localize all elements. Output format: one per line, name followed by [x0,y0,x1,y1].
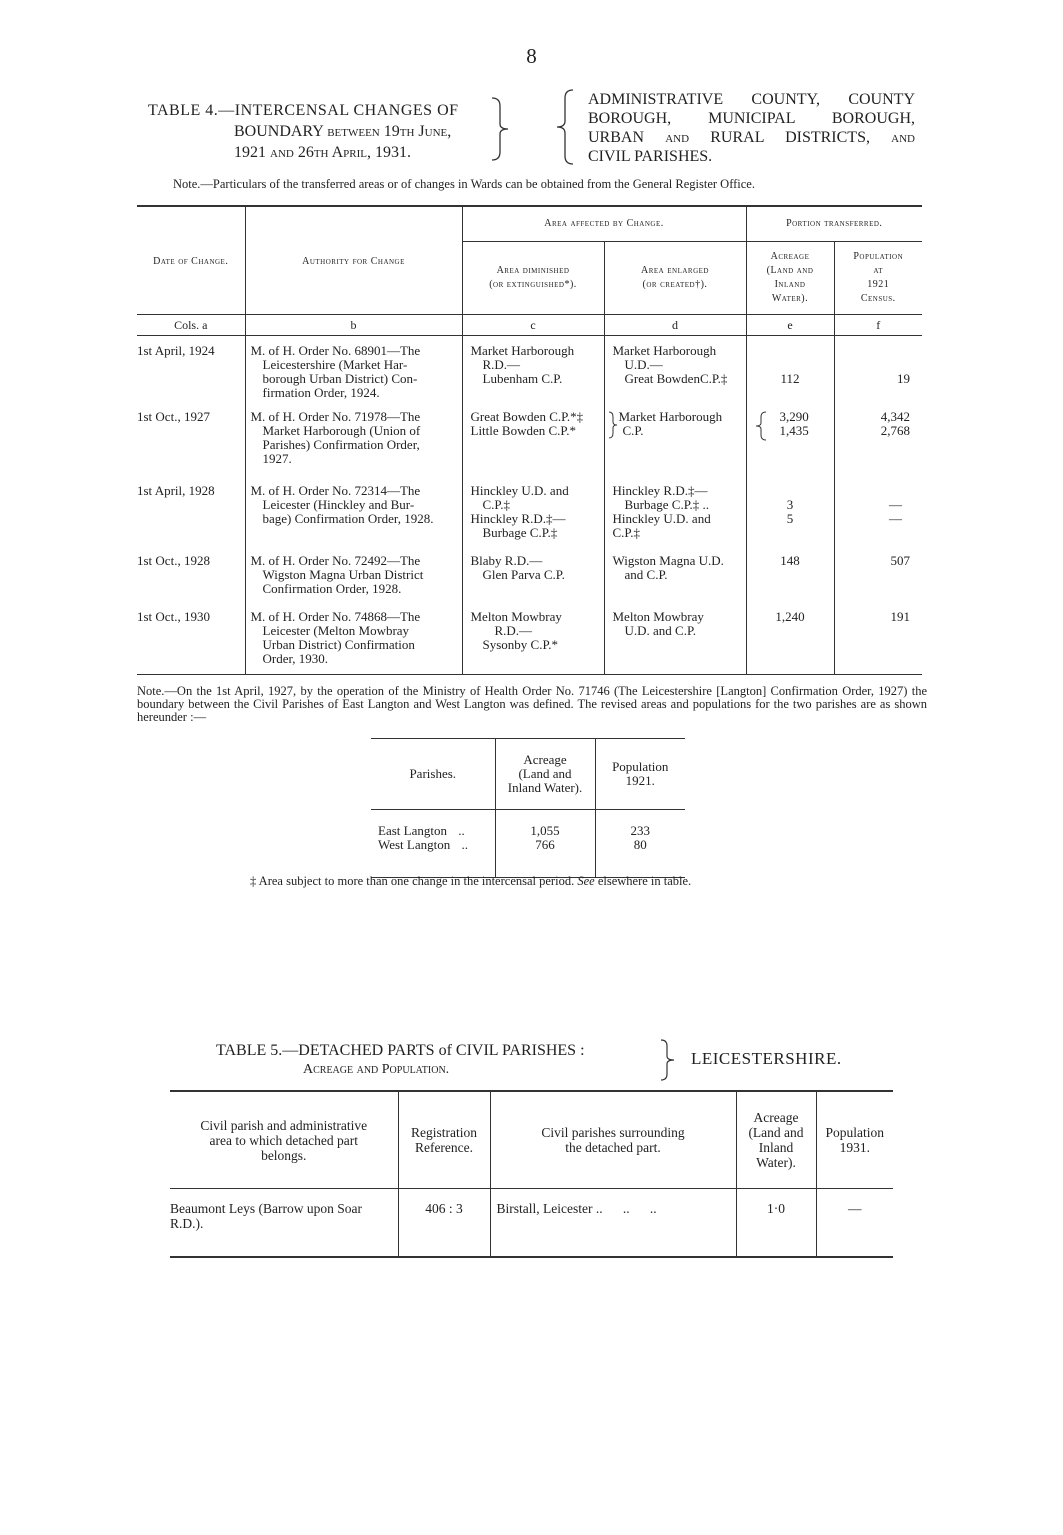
langton-header-acreage [495,739,595,810]
row3-authority-l2: Leicester (Hinckley and Bur- [262,497,415,512]
row3-acreage-l2: 5 [786,511,794,526]
t5-header-civil-l2: area to which detached part [209,1132,358,1148]
t5-row-civil-l1: Beaumont Leys (Barrow upon Soar [170,1201,362,1216]
row1-enlarged-l3: Great BowdenC.P.‡ [624,371,728,386]
table4-region-line4: CIVIL PARISHES. [588,148,713,165]
t5-header-acr-l2: (Land and [748,1125,804,1140]
row2-population-l2: 2,768 [880,423,910,438]
row1-diminished-l3: Lubenham C.P. [482,371,563,386]
langton-east-name: East Langton [378,823,447,838]
langton-west-acreage: 766 [535,837,555,852]
row3-enlarged-l4: C.P.‡ [612,525,640,540]
row1-diminished [462,336,604,405]
row3-date: 1st April, 1928 [137,478,245,548]
langton-header-population-l1: Population [612,759,669,774]
t5-row-civil-parish [170,1189,398,1258]
row4-enlarged-l2: and C.P. [624,567,668,582]
table4-title-line2: BOUNDARY between 19th June, [234,123,452,140]
row3-population [834,478,922,548]
table5 [170,1090,893,1258]
header-area-affected: Area affected by Change. [462,206,746,242]
t5-header-acr-l1: Acreage [753,1110,799,1125]
langton-table [371,738,685,878]
table-row [137,548,922,604]
row2-enlarged [604,404,746,478]
row3-enlarged [604,478,746,548]
row3-authority [245,478,462,548]
row4-acreage: 148 [746,548,834,604]
row1-authority-l4: firmation Order, 1924. [262,385,380,400]
row5-enlarged-l2: U.D. and C.P. [624,623,697,638]
row2-authority [245,404,462,478]
langton-population-cell [595,810,685,878]
list-item [378,824,494,838]
row4-authority-l3: Confirmation Order, 1928. [262,581,402,596]
table4-note: Note.—Particulars of the transferred areas or of changes in Wards can be obtained from the General Register Office. [173,177,755,191]
table-row [137,478,922,548]
right-brace-icon [659,1038,679,1082]
t5-row-registration: 406 : 3 [398,1189,490,1258]
header-area-enlarged [604,242,746,315]
t5-header-population [816,1091,893,1189]
row5-authority-l4: Order, 1930. [262,651,329,666]
row1-acreage: 112 [746,336,834,405]
t5-header-pop-l1: Population [825,1125,884,1140]
footnote-see: See [577,874,595,888]
row2-authority-l2: Market Harborough (Union of [262,423,421,438]
row2-enlarged-l2: C.P. [622,423,644,438]
row5-diminished-l3: Sysonby C.P.* [482,637,558,652]
table4-title-line1: TABLE 4.—INTERCENSAL CHANGES OF [148,102,459,119]
row4-date: 1st Oct., 1928 [137,548,245,604]
row2-diminished-l2: Little Bowden C.P.* [470,423,576,438]
row4-diminished [462,548,604,604]
row2-authority-l1: M. of H. Order No. 71978—The [250,409,421,424]
t5-row-acreage: 1·0 [736,1189,816,1258]
t5-header-surr-l1: Civil parishes surrounding [541,1125,685,1140]
header-population-l2: at [873,265,884,276]
col-label-f: f [876,318,881,332]
t5-row-surrounding-text: Birstall, Leicester .. [496,1201,603,1216]
page-number: 8 [526,44,537,68]
t5-header-acreage [736,1091,816,1189]
list-item [378,838,494,852]
row2-population-l1: 4,342 [880,409,910,424]
row5-authority-l1: M. of H. Order No. 74868—The [250,609,421,624]
table4-region [588,90,915,166]
row3-population-l2: — [889,511,902,526]
header-population-l4: Census. [860,293,896,304]
langton-header-population [595,739,685,810]
row1-enlarged-l1: Market Harborough [612,343,717,358]
row2-acreage-l1: 3,290 [779,409,809,424]
footnote-tail: elsewhere in table. [597,874,692,888]
row2-acreage-l2: 1,435 [779,423,809,438]
table4-region-line2: BOROUGH, MUNICIPAL BOROUGH, [588,110,915,127]
table4-region-line3: URBAN and RURAL DISTRICTS, and [588,129,915,146]
t5-header-civil-l1: Civil parish and administrative [200,1117,368,1133]
row1-enlarged [604,336,746,405]
row5-date: 1st Oct., 1930 [137,604,245,675]
langton-east-population: 233 [630,823,650,838]
footnote [250,874,691,889]
col-label-d: d [604,315,746,336]
langton-west-population: 80 [633,837,647,852]
row1-diminished-l1: Market Harborough [470,343,575,358]
langton-header-acreage-l1: Acreage [523,752,567,767]
t5-header-surrounding [490,1091,736,1189]
header-acreage-l2: (Land and [766,265,814,276]
t5-row-population: — [848,1201,862,1216]
row2-population [834,404,922,478]
row2-authority-l4: 1927. [262,451,292,466]
row1-authority-l1: M. of H. Order No. 68901—The [250,343,421,358]
row3-diminished-l4: Burbage C.P.‡ [482,525,558,540]
row5-authority-l2: Leicester (Melton Mowbray [262,623,410,638]
row3-enlarged-l3: Hinckley U.D. and [612,511,711,526]
row1-authority-l2: Leicestershire (Market Har- [262,357,408,372]
langton-acreage-cell [495,810,595,878]
left-brace-icon [754,411,768,441]
left-brace-icon [553,88,575,166]
row1-enlarged-l2: U.D.— [624,357,663,372]
header-diminished-l2: (or extinguished*). [489,279,577,290]
t5-header-civil-parish [170,1091,398,1189]
table5-title-line2: Acreage and Population. [303,1062,450,1077]
header-diminished-l1: Area diminished [496,265,570,276]
header-acreage-l1: Acreage [770,251,810,262]
row3-acreage-l1: 3 [786,497,794,512]
col-label-c: c [462,315,604,336]
langton-header-acreage-l3: Inland Water). [507,780,583,795]
row5-acreage: 1,240 [746,604,834,675]
header-population-l1: Population [853,251,904,262]
header-acreage-l4: Water). [771,293,809,304]
t5-row-civil-l2: R.D.). [170,1216,204,1231]
row4-enlarged-l1: Wigston Magna U.D. [612,553,724,568]
header-date: Date of Change. [137,206,245,315]
langton-east-dots: .. [458,823,465,838]
langton-header-acreage-l2: (Land and [518,766,572,781]
langton-west-dots: .. [461,837,468,852]
row5-authority-l3: Urban District) Confirmation [262,637,415,652]
row5-diminished-l1: Melton Mowbray [470,609,562,624]
row1-authority [245,336,462,405]
langton-parishes-cell [371,810,495,878]
table-row [170,1189,893,1258]
row4-diminished-l2: Glen Parva C.P. [482,567,565,582]
row3-enlarged-l1: Hinckley R.D.‡— [612,483,708,498]
row3-acreage [746,478,834,548]
table4-region-line1: ADMINISTRATIVE COUNTY, COUNTY [588,91,915,108]
header-authority: Authority for Change [245,206,462,315]
row2-date: 1st Oct., 1927 [137,404,245,478]
row5-diminished [462,604,604,675]
table4-title-line3: 1921 and 26th April, 1931. [234,144,412,161]
t5-header-acr-l4: Water). [756,1155,796,1170]
row2-diminished [462,404,604,478]
right-brace-icon [607,411,619,439]
langton-east-acreage: 1,055 [530,823,560,838]
row5-population: 191 [890,609,910,624]
header-acreage [746,242,834,315]
header-portion: Portion transferred. [746,206,922,242]
right-brace-icon [490,96,512,162]
table4-title [148,100,459,163]
row5-enlarged [604,604,746,675]
row3-authority-l3: bage) Confirmation Order, 1928. [262,511,434,526]
t5-row-surrounding-dots: .. .. [622,1201,657,1216]
row4-authority [245,548,462,604]
t5-header-acr-l3: Inland [758,1140,794,1155]
row2-acreage [746,404,834,478]
langton-header-population-l2: 1921. [625,773,655,788]
header-population [834,242,922,315]
row4-population: 507 [890,553,910,568]
table5-title [216,1041,585,1079]
row1-date: 1st April, 1924 [137,336,245,405]
t5-row-surrounding [490,1189,736,1258]
row2-diminished-l1: Great Bowden C.P.*‡ [470,409,584,424]
langton-note: Note.—On the 1st April, 1927, by the operation of the Ministry of Health Order No. 71746 (The Leicestershire [Langton] Confirmation Order, 1927) the boundary between the Civil Parishes of East Langton and West Langton was defined. The revised areas and populations for the two parishes are as shown hereunder :— [137,684,927,724]
row3-diminished-l3: Hinckley R.D.‡— [470,511,566,526]
row4-authority-l1: M. of H. Order No. 72492—The [250,553,421,568]
row3-diminished-l2: C.P.‡ [482,497,510,512]
col-label-a: Cols. a [137,315,245,336]
row4-authority-l2: Wigston Magna Urban District [262,567,424,582]
t5-header-registration [398,1091,490,1189]
row4-enlarged [604,548,746,604]
table5-region: LEICESTERSHIRE. [691,1049,842,1068]
row5-diminished-l2: R.D.— [494,623,533,638]
row1-diminished-l2: R.D.— [482,357,521,372]
table-row [137,336,922,405]
t5-header-civil-l3: belongs. [261,1147,307,1163]
row3-diminished-l1: Hinckley U.D. and [470,483,569,498]
row2-authority-l3: Parishes) Confirmation Order, [262,437,420,452]
row5-enlarged-l1: Melton Mowbray [612,609,704,624]
t5-header-pop-l2: 1931. [839,1140,870,1155]
row1-authority-l3: borough Urban District) Con- [262,371,418,386]
col-label-e: e [746,315,834,336]
table-row [137,604,922,675]
langton-header-parishes: Parishes. [371,739,495,810]
row3-population-l1: — [889,497,902,512]
langton-west-name: West Langton [378,837,451,852]
row3-enlarged-l2: Burbage C.P.‡ .. [624,497,709,512]
t5-header-reg-l2: Reference. [414,1140,474,1155]
row4-diminished-l1: Blaby R.D.— [470,553,543,568]
row2-enlarged-l1: Market Harborough [618,409,723,424]
col-label-b: b [245,315,462,336]
header-acreage-l3: Inland [774,279,806,290]
row1-population: 19 [897,371,910,386]
header-population-l3: 1921 [867,279,890,290]
t5-header-reg-l1: Registration [411,1125,477,1140]
row3-authority-l1: M. of H. Order No. 72314—The [250,483,421,498]
table5-title-line1: TABLE 5.—DETACHED PARTS of CIVIL PARISHES : [216,1042,585,1059]
row3-diminished [462,478,604,548]
table-row [137,404,922,478]
header-enlarged-l2: (or created†). [642,279,708,290]
footnote-text: ‡ Area subject to more than one change in the intercensal period. [250,874,575,888]
t5-header-surr-l2: the detached part. [565,1140,661,1155]
table4 [137,205,922,675]
row5-authority [245,604,462,675]
header-area-diminished [462,242,604,315]
header-enlarged-l1: Area enlarged [641,265,709,276]
